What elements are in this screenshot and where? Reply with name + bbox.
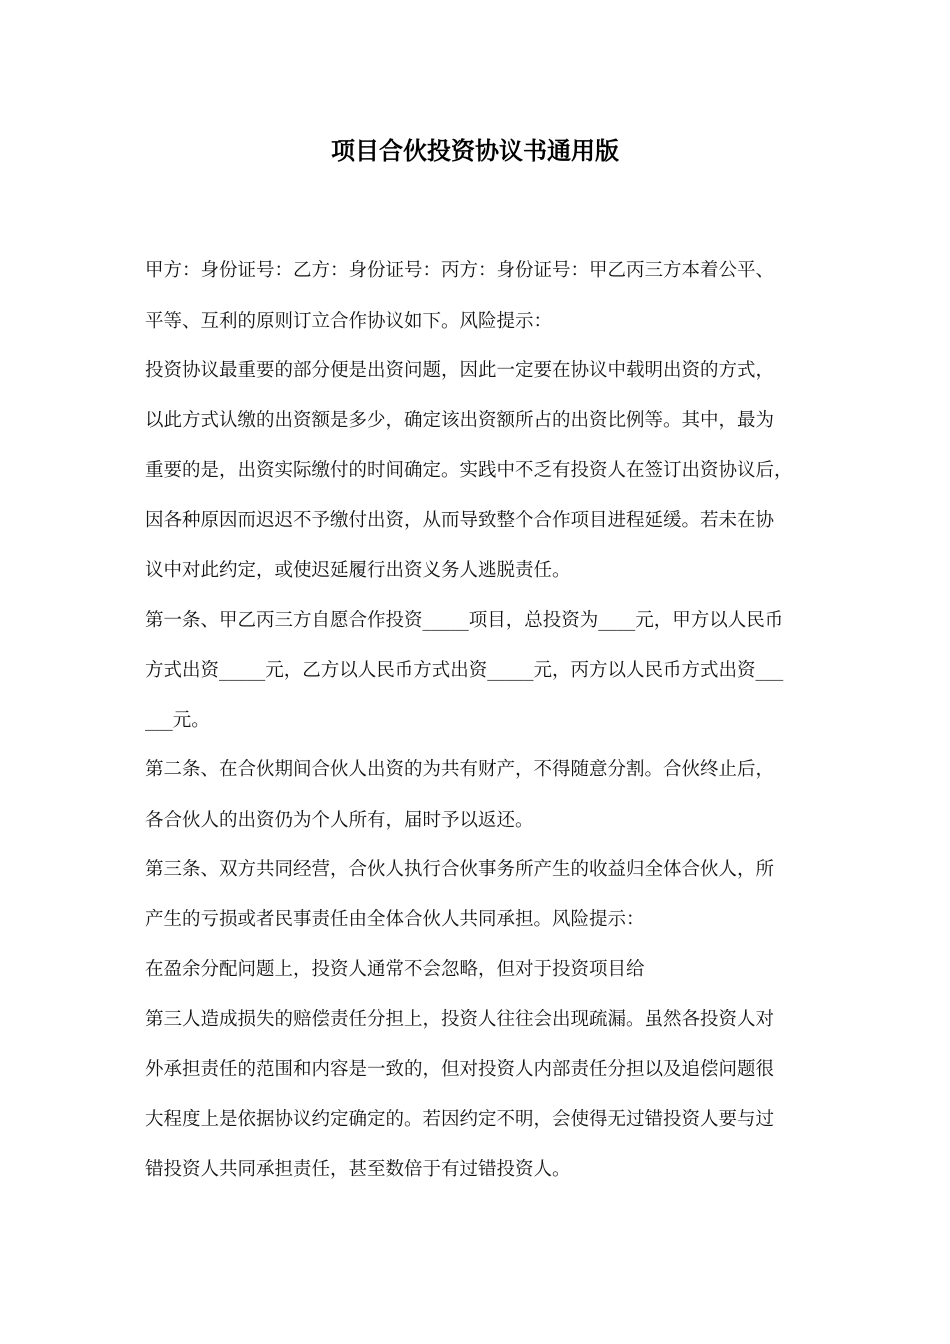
body-line: 外承担责任的范围和内容是一致的，但对投资人内部责任分担以及追偿问题很 <box>145 1059 775 1080</box>
body-line: 错投资人共同承担责任，甚至数倍于有过错投资人。 <box>145 1159 571 1180</box>
body-line: 各合伙人的出资仍为个人所有，届时予以返还。 <box>145 810 534 831</box>
body-line: 甲方：身份证号：乙方：身份证号：丙方：身份证号：甲乙丙三方本着公平、 <box>145 260 775 281</box>
body-line: 第三条、双方共同经营，合伙人执行合伙事务所产生的收益归全体合伙人，所 <box>145 859 775 880</box>
body-line: 产生的亏损或者民事责任由全体合伙人共同承担。风险提示： <box>145 909 645 930</box>
body-line: 第二条、在合伙期间合伙人出资的为共有财产，不得随意分割。合伙终止后， <box>145 759 775 780</box>
body-line: ___元。 <box>145 710 210 731</box>
body-line: 投资协议最重要的部分便是出资问题，因此一定要在协议中载明出资的方式， <box>145 360 775 381</box>
body-line: 方式出资_____元，乙方以人民币方式出资_____元，丙方以人民币方式出资___ <box>145 660 784 681</box>
body-line: 重要的是，出资实际缴付的时间确定。实践中不乏有投资人在签订出资协议后， <box>145 460 793 481</box>
body-line: 第一条、甲乙丙三方自愿合作投资_____项目，总投资为____元，甲方以人民币 <box>145 610 784 631</box>
body-line: 平等、互利的原则订立合作协议如下。风险提示： <box>145 311 553 332</box>
body-line: 因各种原因而迟迟不予缴付出资，从而导致整个合作项目进程延缓。若未在协 <box>145 510 775 531</box>
body-line: 大程度上是依据协议约定确定的。若因约定不明，会使得无过错投资人要与过 <box>145 1109 775 1130</box>
body-line: 第三人造成损失的赔偿责任分担上，投资人往往会出现疏漏。虽然各投资人对 <box>145 1009 775 1030</box>
body-line: 以此方式认缴的出资额是多少，确定该出资额所占的出资比例等。其中，最为 <box>145 410 775 431</box>
document-title: 项目合伙投资协议书通用版 <box>331 137 619 165</box>
body-line: 在盈余分配问题上，投资人通常不会忽略，但对于投资项目给 <box>145 959 645 980</box>
body-line: 议中对此约定，或使迟延履行出资义务人逃脱责任。 <box>145 560 571 581</box>
